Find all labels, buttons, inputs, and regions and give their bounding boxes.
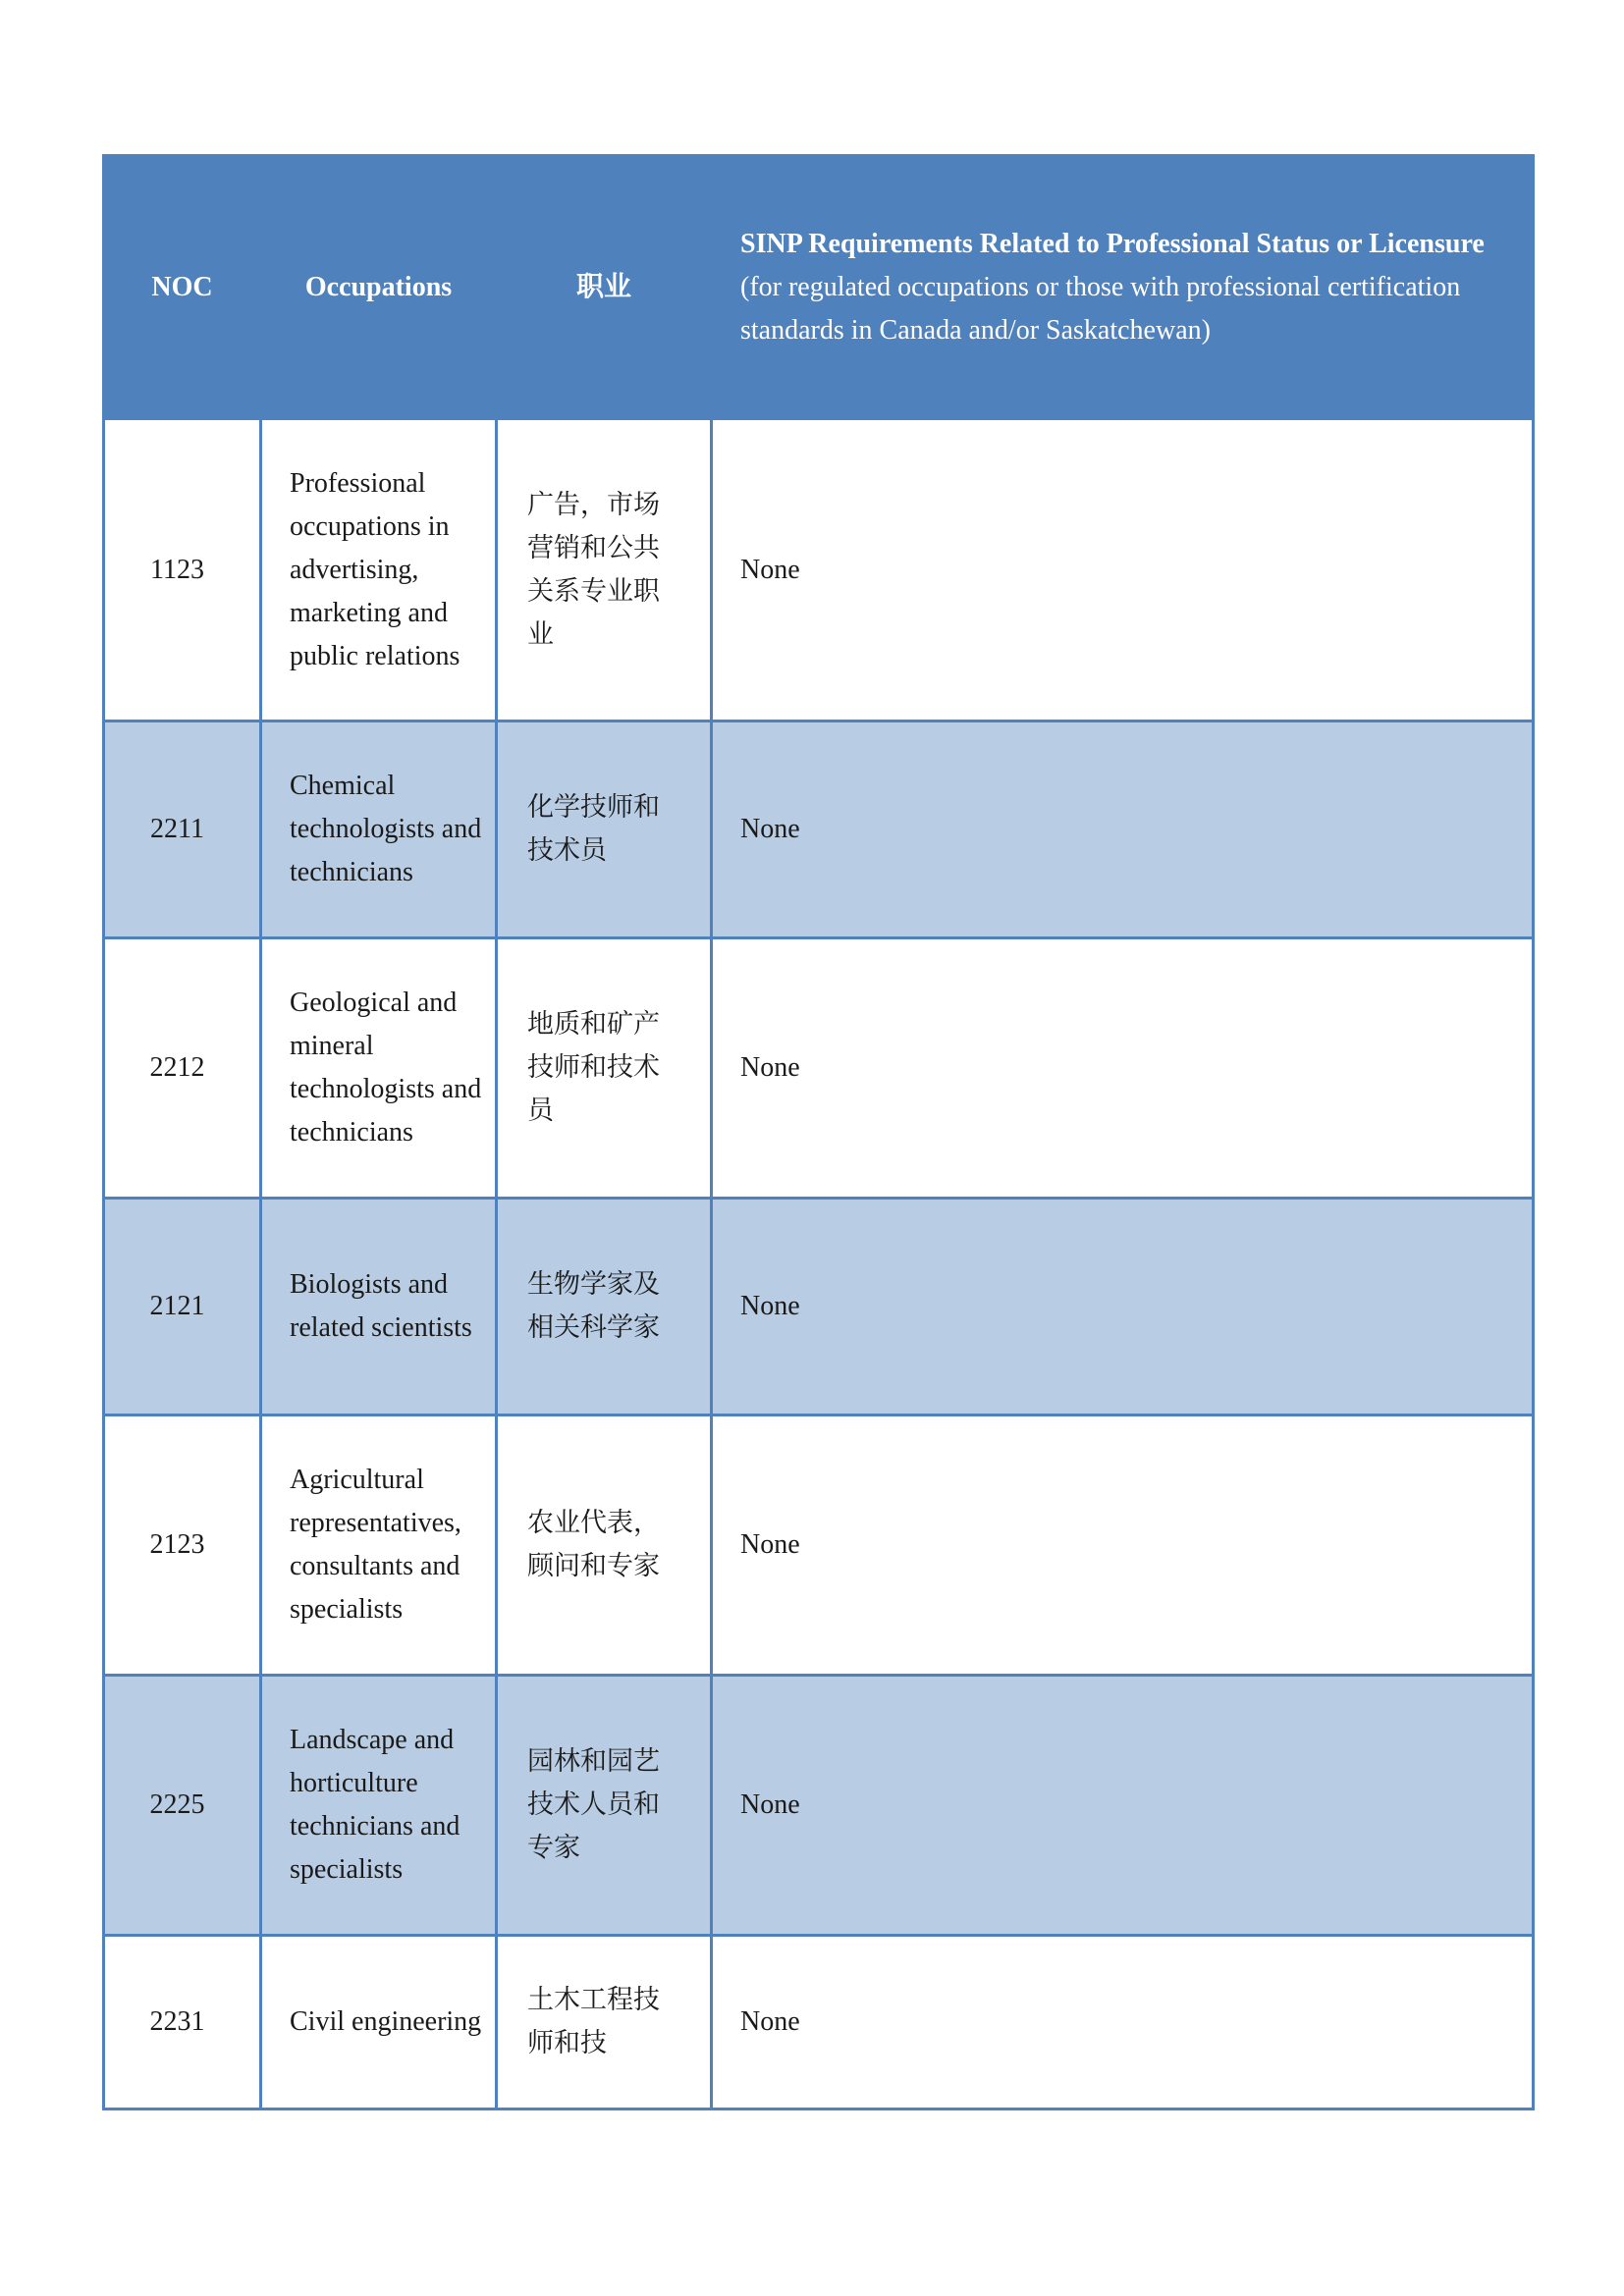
noc-code: 2211 xyxy=(104,721,261,938)
requirement: None xyxy=(712,419,1534,721)
table-row xyxy=(104,938,1534,1199)
noc-code: 2212 xyxy=(104,938,261,1199)
requirement: None xyxy=(712,1936,1534,2109)
table-header-row xyxy=(104,156,1534,419)
header-requirements-title: SINP Requirements Related to Professional Status or Licensure xyxy=(740,228,1485,259)
table-row xyxy=(104,1415,1534,1676)
table-row xyxy=(104,1199,1534,1415)
occupation-name: Geological and mineral technologists and technicians xyxy=(261,938,497,1199)
occupation-name: Professional occupations in advertising, marketing and public relations xyxy=(261,419,497,721)
occupation-chinese: 化学技师和技术员 xyxy=(497,721,712,938)
table-row xyxy=(104,419,1534,721)
requirement: None xyxy=(712,1676,1534,1936)
header-occupations: Occupations xyxy=(261,156,497,419)
occupation-chinese: 广告，市场营销和公共关系专业职业 xyxy=(497,419,712,721)
noc-code: 2225 xyxy=(104,1676,261,1936)
noc-occupations-table xyxy=(102,154,1535,2110)
occupation-name: Landscape and horticulture technicians and specialists xyxy=(261,1676,497,1936)
requirement: None xyxy=(712,1199,1534,1415)
occupation-name: Chemical technologists and technicians xyxy=(261,721,497,938)
table-row xyxy=(104,721,1534,938)
requirement: None xyxy=(712,1415,1534,1676)
requirement: None xyxy=(712,938,1534,1199)
header-chinese: 职业 xyxy=(497,156,712,419)
requirement: None xyxy=(712,721,1534,938)
occupation-chinese: 生物学家及相关科学家 xyxy=(497,1199,712,1415)
occupation-chinese: 土木工程技师和技 xyxy=(497,1936,712,2109)
noc-code: 2121 xyxy=(104,1199,261,1415)
header-noc: NOC xyxy=(104,156,261,419)
occupation-chinese: 园林和园艺技术人员和专家 xyxy=(497,1676,712,1936)
occupation-name: Agricultural representatives, consultants and specialists xyxy=(261,1415,497,1676)
occupation-chinese: 地质和矿产技师和技术员 xyxy=(497,938,712,1199)
occupation-name: Biologists and related scientists xyxy=(261,1199,497,1415)
noc-code: 2231 xyxy=(104,1936,261,2109)
table-row xyxy=(104,1936,1534,2109)
header-requirements-note: (for regulated occupations or those with professional certification standards in Canada and/or Saskatchewan) xyxy=(740,271,1461,346)
header-requirements xyxy=(712,156,1534,419)
noc-code: 1123 xyxy=(104,419,261,721)
noc-code: 2123 xyxy=(104,1415,261,1676)
occupation-name: Civil engineering xyxy=(261,1936,497,2109)
table-row xyxy=(104,1676,1534,1936)
occupation-chinese: 农业代表，顾问和专家 xyxy=(497,1415,712,1676)
